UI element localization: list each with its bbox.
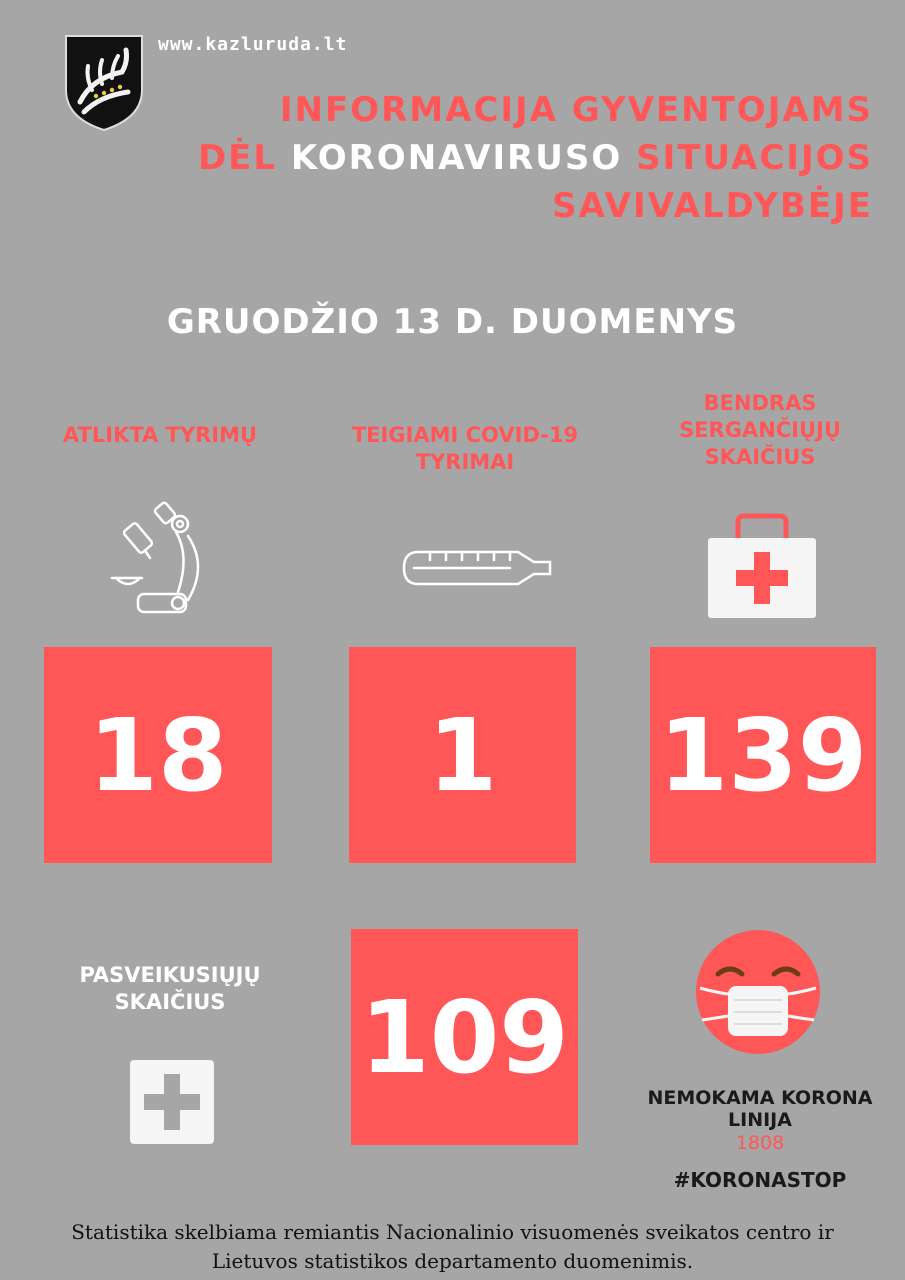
title-word-situacijos: SITUACIJOS — [622, 138, 873, 178]
total-sick-label — [640, 390, 880, 471]
recovered-label — [30, 962, 310, 1016]
hotline-number: 1808 — [735, 1132, 785, 1154]
recovered-label-line2: SKAIČIUS — [114, 990, 226, 1014]
footer-line1: Statistika skelbiama remiantis Nacionalinio visuomenės sveikatos centro ir — [71, 1220, 834, 1244]
website-url: www.kazluruda.lt — [158, 34, 348, 55]
title-line-1: INFORMACIJA GYVENTOJAMS — [279, 90, 873, 130]
total-sick-value-box — [650, 647, 876, 863]
recovered-value: 109 — [360, 978, 569, 1096]
hashtag: #KORONASTOP — [673, 1168, 847, 1192]
total-sick-value: 139 — [658, 696, 868, 814]
tests-value: 18 — [88, 696, 228, 814]
tests-value-box — [44, 647, 272, 863]
footer-note — [0, 1218, 905, 1276]
footer-line2: Lietuvos statistikos departamento duomenimis. — [211, 1249, 694, 1273]
total-sick-label-line1: BENDRAS — [703, 391, 817, 415]
positive-value-box — [349, 647, 576, 863]
first-aid-kit-icon — [704, 512, 820, 620]
positive-label — [310, 422, 620, 476]
microscope-icon — [108, 496, 204, 620]
hotline-line2: LINIJA — [728, 1109, 792, 1131]
tests-label: ATLIKTA TYRIMŲ — [62, 423, 258, 447]
positive-value: 1 — [427, 696, 498, 814]
total-sick-label-line3: SKAIČIUS — [704, 445, 816, 469]
thermometer-icon — [400, 542, 560, 594]
face-mask-icon — [694, 928, 822, 1056]
date-heading: GRUODŽIO 13 D. DUOMENYS — [166, 302, 739, 342]
hotline-line1: NEMOKAMA KORONA — [647, 1087, 873, 1109]
title-word-koronaviruso: KORONAVIRUSO — [290, 138, 623, 178]
recovered-value-box — [351, 929, 578, 1145]
recovered-label-line1: PASVEIKUSIŲJŲ — [79, 963, 261, 987]
title-word-del: DĖL — [197, 138, 291, 178]
positive-label-line1: TEIGIAMI COVID-19 — [351, 423, 579, 447]
total-sick-label-line2: SERGANČIŲJŲ — [679, 418, 841, 442]
hotline-text — [630, 1087, 890, 1131]
coat-of-arms-logo — [62, 32, 146, 132]
title-line-2 — [198, 138, 873, 178]
medical-cross-icon — [128, 1058, 216, 1146]
title-line-3: SAVIVALDYBĖJE — [552, 186, 873, 226]
positive-label-line2: TYRIMAI — [415, 450, 515, 474]
